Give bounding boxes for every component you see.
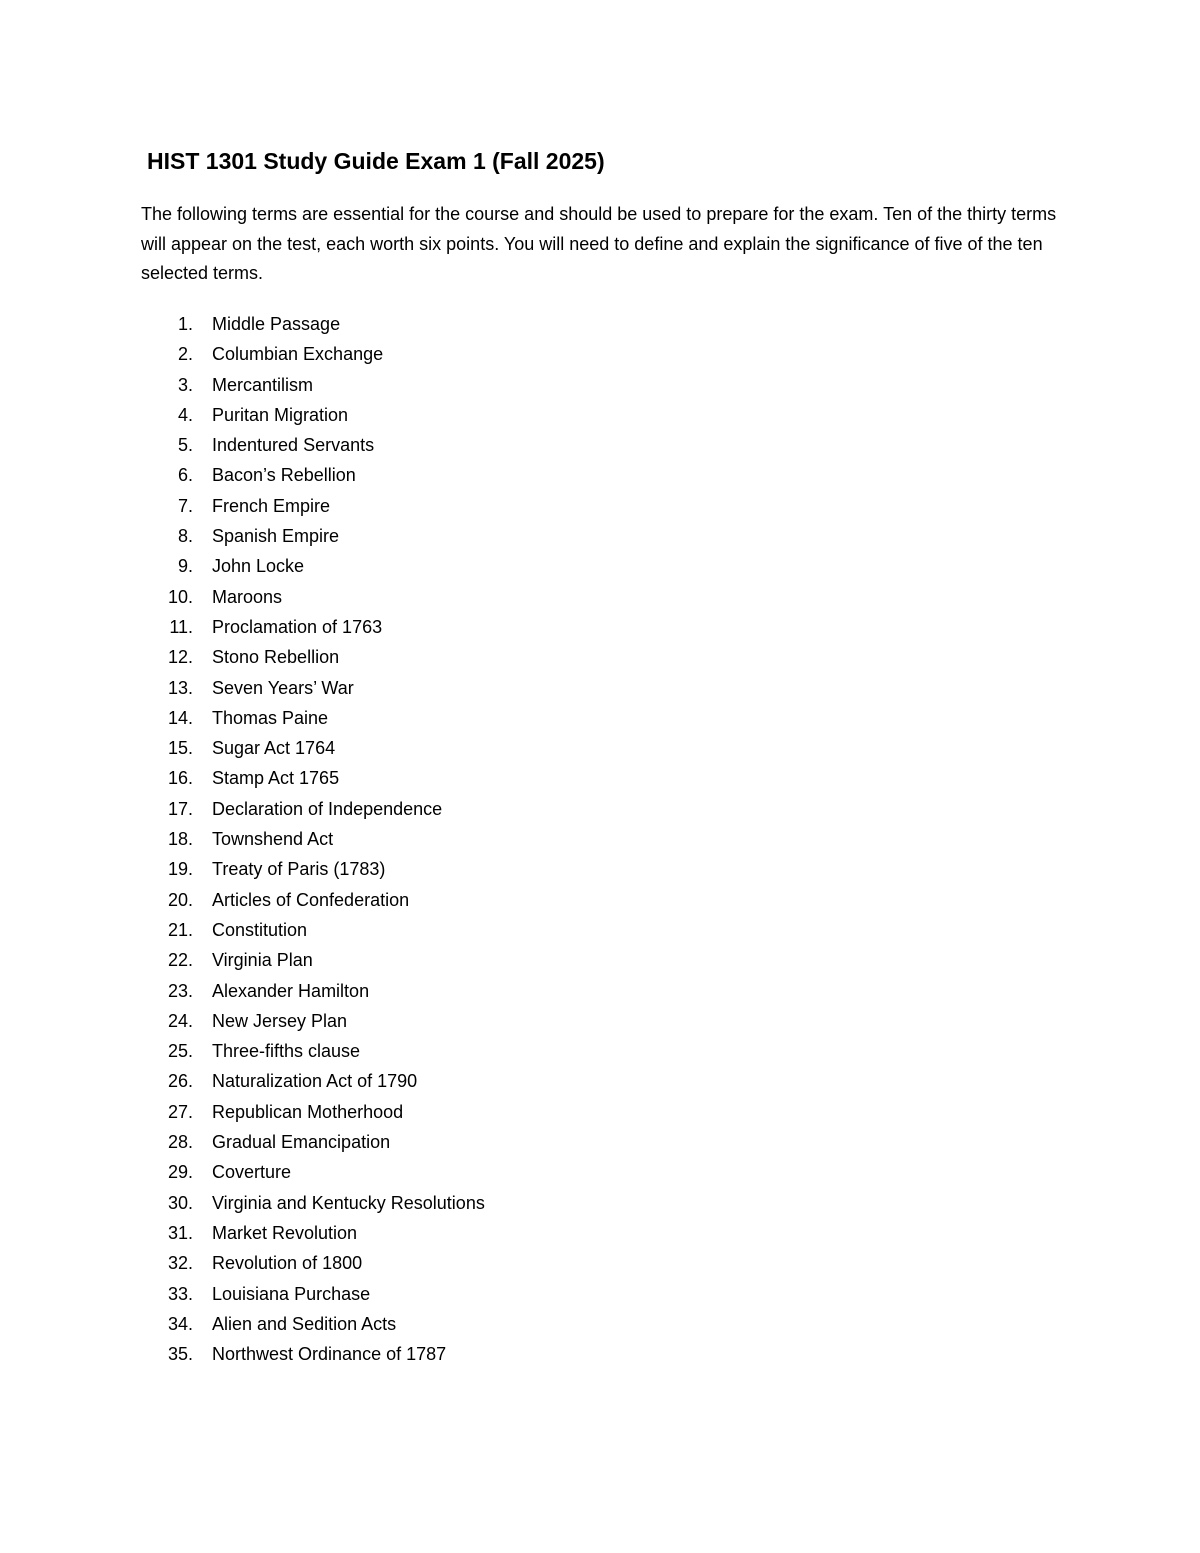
term-spacer — [193, 1339, 212, 1369]
term-label: Indentured Servants — [212, 435, 375, 456]
term-item — [141, 824, 485, 854]
term-item — [141, 794, 485, 824]
term-label: Virginia Plan — [212, 950, 313, 971]
term-label: Mercantilism — [212, 374, 314, 395]
term-number: 32. — [167, 1253, 193, 1274]
term-item — [141, 854, 485, 884]
term-item — [141, 612, 485, 642]
term-spacer — [193, 945, 212, 975]
term-item — [141, 460, 485, 490]
term-spacer — [193, 612, 212, 642]
term-label: Articles of Confederation — [212, 889, 410, 910]
term-spacer — [193, 551, 212, 581]
term-item — [141, 430, 485, 460]
term-spacer — [193, 976, 212, 1006]
term-label: Naturalization Act of 1790 — [212, 1071, 418, 1092]
term-number: 1. — [177, 314, 193, 334]
term-label: Alexander Hamilton — [212, 980, 370, 1001]
term-label: Republican Motherhood — [212, 1101, 404, 1122]
terms-list — [141, 309, 485, 1369]
term-item — [141, 1066, 485, 1096]
intro-paragraph: The following terms are essential for the course and should be used to prepare for the exam. Ten of the thirty terms will appear on the test, each worth six points. You will need to define and explain the significance of five of the ten selected terms. — [141, 204, 1057, 283]
term-item — [141, 1248, 485, 1278]
term-spacer — [193, 915, 212, 945]
term-spacer — [193, 1036, 212, 1066]
term-number: 7. — [177, 495, 193, 516]
term-number: 31. — [167, 1222, 193, 1243]
term-number: 4. — [177, 404, 193, 425]
term-label: Coverture — [212, 1162, 292, 1183]
term-spacer — [193, 370, 212, 400]
term-item — [141, 1127, 485, 1157]
term-item — [141, 1309, 485, 1339]
term-item — [141, 945, 485, 975]
term-number: 22. — [167, 950, 193, 971]
term-spacer — [193, 1279, 212, 1309]
term-number: 5. — [177, 435, 193, 456]
term-number: 3. — [177, 374, 193, 395]
term-label: Three-fifths clause — [212, 1041, 361, 1062]
term-spacer — [193, 1309, 212, 1339]
term-number: 28. — [167, 1132, 193, 1153]
term-number: 14. — [167, 707, 193, 728]
term-item — [141, 370, 485, 400]
term-item — [141, 885, 485, 915]
term-label: Declaration of Independence — [212, 798, 443, 819]
term-number: 33. — [167, 1283, 193, 1304]
term-number: 6. — [177, 465, 193, 486]
term-number: 16. — [167, 768, 193, 789]
term-label: Maroons — [212, 586, 283, 607]
term-label: Virginia and Kentucky Resolutions — [212, 1192, 485, 1213]
term-number: 15. — [167, 738, 193, 759]
term-item — [141, 491, 485, 521]
term-number: 34. — [167, 1313, 193, 1334]
term-number: 10. — [167, 586, 193, 607]
term-item — [141, 915, 485, 945]
term-item — [141, 703, 485, 733]
term-label: Spanish Empire — [212, 526, 340, 547]
term-spacer — [193, 642, 212, 672]
document-title: HIST 1301 Study Guide Exam 1 (Fall 2025) — [147, 148, 605, 174]
term-item — [141, 1036, 485, 1066]
term-label: French Empire — [212, 495, 331, 516]
term-number: 30. — [167, 1192, 193, 1213]
term-label: Middle Passage — [212, 314, 341, 334]
term-number: 2. — [177, 344, 193, 365]
term-spacer — [193, 582, 212, 612]
term-number: 29. — [167, 1162, 193, 1183]
term-number: 8. — [177, 526, 193, 547]
term-spacer — [193, 309, 212, 339]
term-number: 21. — [167, 919, 193, 940]
term-number: 12. — [167, 647, 193, 668]
term-number: 24. — [167, 1010, 193, 1031]
term-item — [141, 1188, 485, 1218]
term-label: Stono Rebellion — [212, 647, 340, 668]
term-item — [141, 1006, 485, 1036]
term-item — [141, 521, 485, 551]
term-spacer — [193, 673, 212, 703]
term-spacer — [193, 339, 212, 369]
term-label: Constitution — [212, 919, 308, 940]
term-item — [141, 400, 485, 430]
term-item — [141, 339, 485, 369]
term-number: 9. — [177, 556, 193, 577]
term-number: 26. — [167, 1071, 193, 1092]
term-item — [141, 551, 485, 581]
term-label: Bacon’s Rebellion — [212, 465, 356, 486]
term-label: Stamp Act 1765 — [212, 768, 340, 789]
term-spacer — [193, 430, 212, 460]
term-label: Seven Years’ War — [212, 677, 354, 698]
term-item — [141, 976, 485, 1006]
term-label: New Jersey Plan — [212, 1010, 348, 1031]
term-spacer — [193, 1218, 212, 1248]
term-item — [141, 1097, 485, 1127]
term-spacer — [193, 885, 212, 915]
term-spacer — [193, 733, 212, 763]
term-label: Sugar Act 1764 — [212, 738, 336, 759]
term-item — [141, 763, 485, 793]
term-spacer — [193, 794, 212, 824]
term-label: Alien and Sedition Acts — [212, 1313, 397, 1334]
term-spacer — [193, 824, 212, 854]
term-number: 23. — [167, 980, 193, 1001]
term-number: 17. — [167, 798, 193, 819]
term-item — [141, 1157, 485, 1187]
term-label: John Locke — [212, 556, 305, 577]
term-number: 25. — [167, 1041, 193, 1062]
term-spacer — [193, 1006, 212, 1036]
term-number: 18. — [167, 829, 193, 850]
term-item — [141, 733, 485, 763]
term-spacer — [193, 521, 212, 551]
term-item — [141, 673, 485, 703]
term-number: 13. — [167, 677, 193, 698]
term-spacer — [193, 400, 212, 430]
term-label: Northwest Ordinance of 1787 — [212, 1344, 447, 1365]
term-spacer — [193, 1127, 212, 1157]
term-label: Louisiana Purchase — [212, 1283, 371, 1304]
term-spacer — [193, 854, 212, 884]
term-spacer — [193, 460, 212, 490]
term-spacer — [193, 1188, 212, 1218]
term-spacer — [193, 491, 212, 521]
term-number: 27. — [167, 1101, 193, 1122]
term-label: Gradual Emancipation — [212, 1132, 391, 1153]
term-spacer — [193, 703, 212, 733]
term-spacer — [193, 1157, 212, 1187]
term-item — [141, 582, 485, 612]
term-number: 35. — [167, 1344, 193, 1365]
term-item — [141, 1339, 485, 1369]
term-spacer — [193, 763, 212, 793]
term-label: Proclamation of 1763 — [212, 616, 383, 637]
term-label: Puritan Migration — [212, 404, 349, 425]
term-label: Revolution of 1800 — [212, 1253, 363, 1274]
term-number: 19. — [167, 859, 193, 880]
term-number: 11. — [169, 616, 193, 637]
term-label: Treaty of Paris (1783) — [212, 859, 386, 880]
term-spacer — [193, 1066, 212, 1096]
term-label: Townshend Act — [212, 829, 334, 850]
term-label: Thomas Paine — [212, 707, 329, 728]
term-label: Market Revolution — [212, 1222, 358, 1243]
term-item — [141, 309, 485, 339]
term-spacer — [193, 1248, 212, 1278]
term-item — [141, 642, 485, 672]
term-number: 20. — [167, 889, 193, 910]
term-item — [141, 1279, 485, 1309]
term-item — [141, 1218, 485, 1248]
term-label: Columbian Exchange — [212, 344, 384, 365]
term-spacer — [193, 1097, 212, 1127]
